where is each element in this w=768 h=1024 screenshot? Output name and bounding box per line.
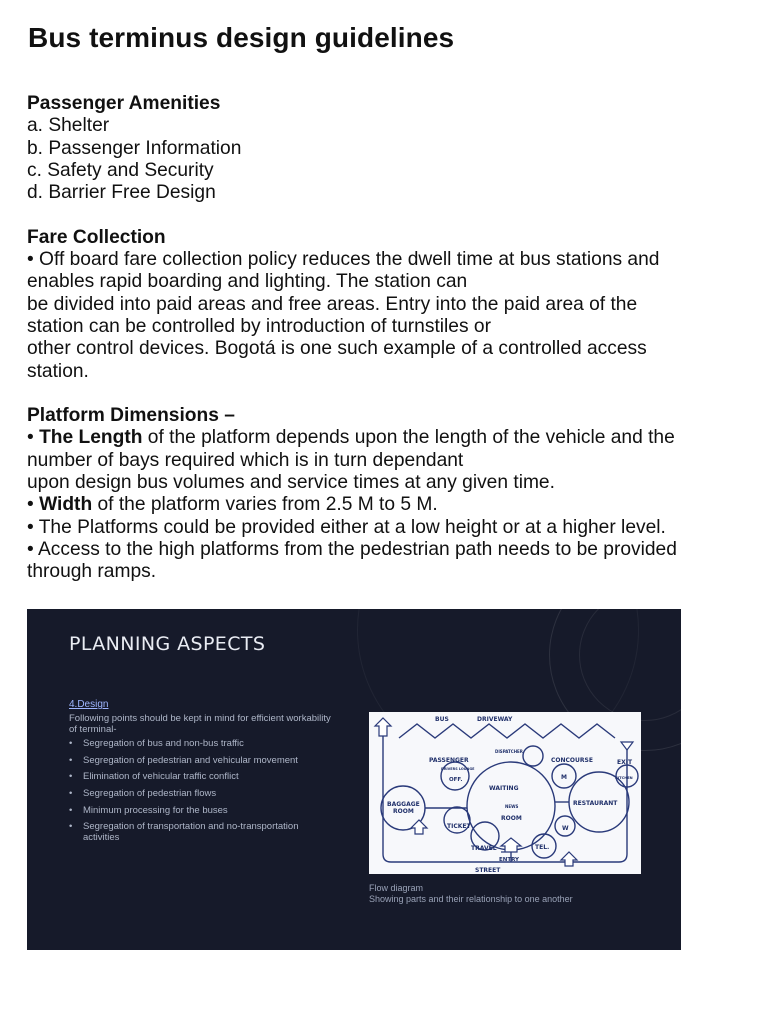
label-travel: TRAVEL <box>471 845 497 852</box>
fare-line: be divided into paid areas and free areas. Entry into the paid area of the <box>27 293 638 315</box>
caption-subtitle: Showing parts and their relationship to one another <box>369 893 573 904</box>
amenity-item: d. Barrier Free Design <box>27 182 216 204</box>
caption-title: Flow diagram <box>369 883 424 893</box>
label-exit: EXIT <box>617 759 633 766</box>
design-bullet: • Elimination of vehicular traffic conflict <box>69 771 334 782</box>
label-entry: ENTRY <box>499 857 520 863</box>
platform-line: through ramps. <box>27 561 157 583</box>
fare-line: enables rapid boarding and lighting. The station can <box>27 271 468 293</box>
platform-line: • Access to the high platforms from the pedestrian path needs to be provided <box>27 538 677 560</box>
slide-title: PLANNING ASPECTS <box>69 633 266 655</box>
length-term: The Length <box>39 427 143 449</box>
label-dispatcher: DISPATCHER <box>495 749 523 754</box>
page-title: Bus terminus design guidelines <box>28 22 455 53</box>
length-text: of the platform depends upon the length of the vehicle and the <box>142 427 675 449</box>
label-baggage-room: ROOM <box>393 808 414 815</box>
label-passenger: PASSENGER <box>429 757 469 764</box>
fare-line: station can be controlled by introduction of turnstiles or <box>27 315 491 337</box>
label-news: NEWS <box>505 804 519 809</box>
label-room: ROOM <box>501 815 522 822</box>
platform-line: upon design bus volumes and service times at any given time. <box>27 472 555 494</box>
label-baggage: BAGGAGE <box>387 801 420 808</box>
fare-line: • Off board fare collection policy reduces the dwell time at bus stations and <box>27 249 660 271</box>
amenity-item: b. Passenger Information <box>27 137 242 159</box>
label-ticket: TICKET <box>447 823 471 830</box>
body-text <box>27 93 752 584</box>
platform-heading: Platform Dimensions – <box>27 405 235 427</box>
design-bullet: • Minimum processing for the buses <box>69 805 334 816</box>
bullet: • <box>27 427 40 449</box>
flow-diagram-svg <box>369 712 641 874</box>
width-term: Width <box>39 494 93 516</box>
fare-line: station. <box>27 360 89 382</box>
amenity-item: a. Shelter <box>27 115 110 137</box>
fare-heading: Fare Collection <box>27 226 166 248</box>
label-off: OFF. <box>449 777 463 783</box>
label-drivers-lounge: DRIVERS LOUNGE <box>441 767 475 771</box>
flow-diagram <box>369 712 641 874</box>
label-tel: TEL. <box>535 844 550 851</box>
label-bus: BUS <box>435 716 449 723</box>
platform-length-line <box>27 427 752 449</box>
label-street: STREET <box>475 867 501 874</box>
design-bullet: • Segregation of pedestrian and vehicular movement <box>69 755 334 766</box>
label-waiting: WAITING <box>489 785 519 792</box>
platform-width-line <box>27 494 752 516</box>
design-intro: Following points should be kept in mind for efficient workability of terminal- <box>69 713 331 735</box>
label-m: M <box>561 774 567 781</box>
bullet: • <box>27 494 40 516</box>
design-bullet: • Segregation of bus and non-bus traffic <box>69 738 334 749</box>
label-driveway: DRIVEWAY <box>477 716 513 723</box>
amenities-heading: Passenger Amenities <box>27 93 221 114</box>
amenity-item: c. Safety and Security <box>27 159 214 181</box>
planning-aspects-slide <box>27 609 681 950</box>
platform-line: • The Platforms could be provided either at a low height or at a higher level. <box>27 516 666 538</box>
design-label: 4.Design <box>69 699 109 710</box>
label-kitchen: KITCHEN <box>615 776 633 780</box>
design-points <box>69 699 334 849</box>
label-restaurant: RESTAURANT <box>573 800 618 807</box>
width-text: of the platform varies from 2.5 M to 5 M. <box>92 494 438 516</box>
design-bullet: • Segregation of pedestrian flows <box>69 788 334 799</box>
label-w: W <box>562 825 569 832</box>
fare-line: other control devices. Bogotá is one such example of a controlled access <box>27 338 647 360</box>
diagram-caption <box>369 883 573 904</box>
design-bullet: • Segregation of transportation and no-transportation activities <box>69 821 334 843</box>
design-bullet-list <box>69 738 334 843</box>
platform-line: number of bays required which is in turn dependant <box>27 449 464 471</box>
label-concourse: CONCOURSE <box>551 757 593 764</box>
